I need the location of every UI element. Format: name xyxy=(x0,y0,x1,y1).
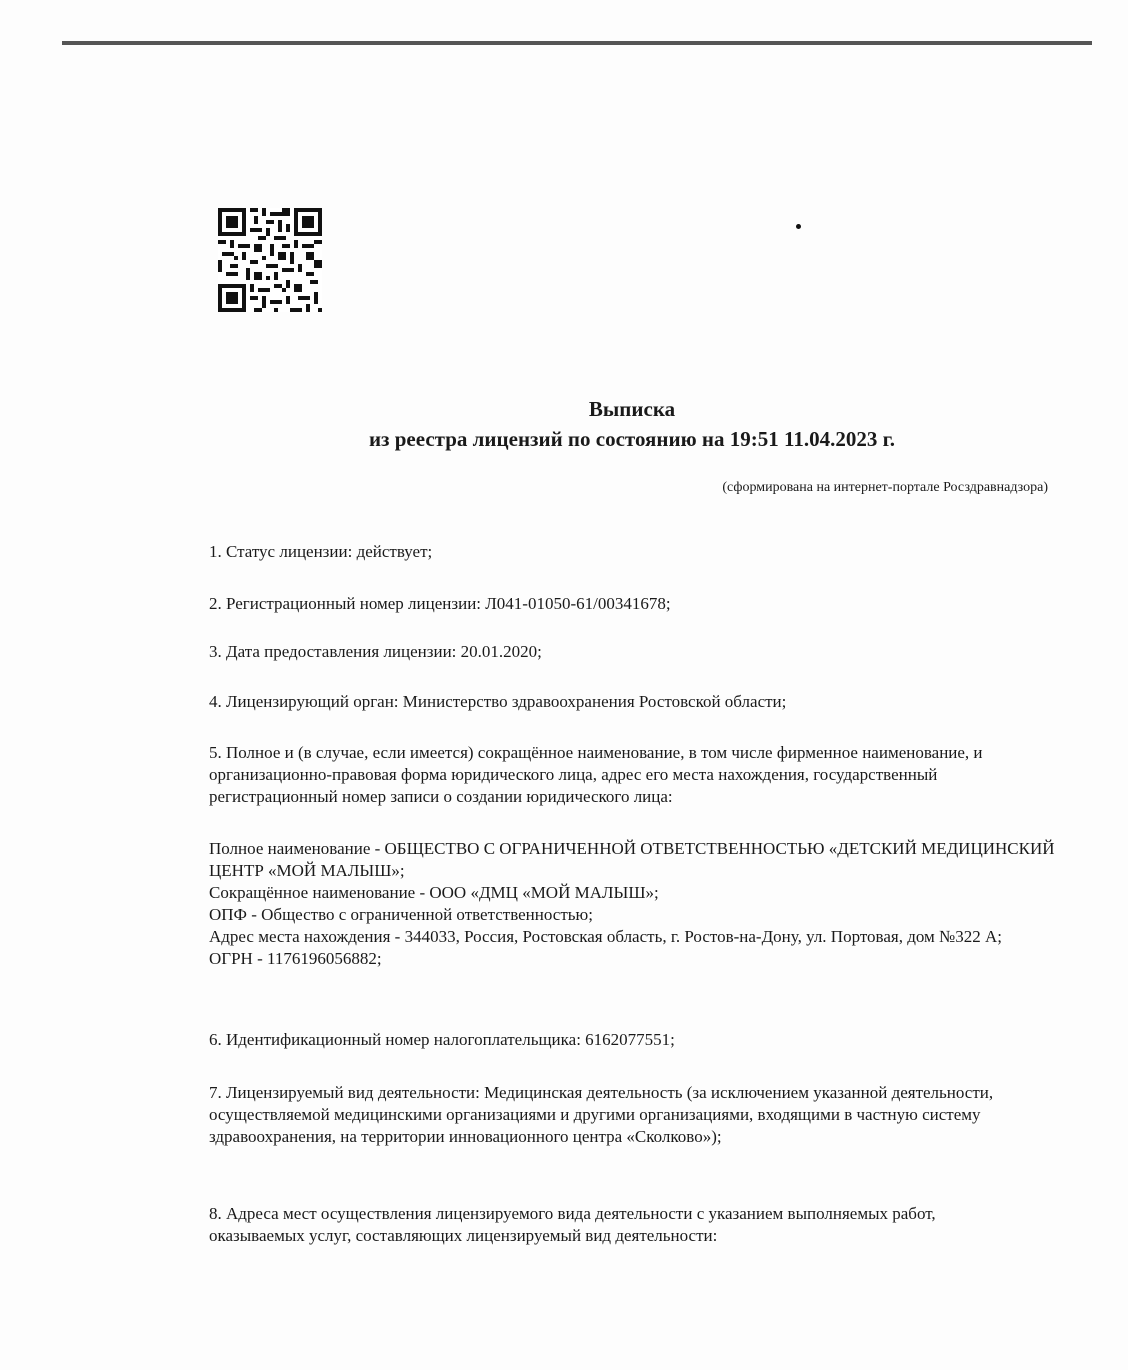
org-opf: ОПФ - Общество с ограниченной ответственностью; xyxy=(209,905,593,924)
item-name-heading: 5. Полное и (в случае, если имеется) сокращённое наименование, в том числе фирменное наименование, и организационно-правовая форма юридического лица, адрес его места нахождения, государственный регистрационный номер записи о создании юридического лица: xyxy=(209,743,983,806)
item-date: 3. Дата предоставления лицензии: 20.01.2020; xyxy=(209,642,542,661)
document-title: Выписка xyxy=(588,397,676,421)
qr-code-icon xyxy=(218,208,322,312)
item-inn: 6. Идентификационный номер налогоплательщика: 6162077551; xyxy=(209,1030,675,1049)
item-status: 1. Статус лицензии: действует; xyxy=(209,542,433,561)
item-activity: 7. Лицензируемый вид деятельности: Медицинская деятельность (за исключением указанной деятельности, осуществляемой медицинскими организациями и другими организациями, входящими в частную систему здравоохранения, на территории инновационного центра «Сколково»); xyxy=(209,1083,994,1146)
item-authority: 4. Лицензирующий орган: Министерство здравоохранения Ростовской области; xyxy=(209,692,787,711)
document-subtitle: из реестра лицензий по состоянию на 19:51 11.04.2023 г. xyxy=(368,427,896,451)
org-ogrn: ОГРН - 1176196056882; xyxy=(209,949,382,968)
org-full-name: Полное наименование - ОБЩЕСТВО С ОГРАНИЧЕННОЙ ОТВЕТСТВЕННОСТЬЮ «ДЕТСКИЙ МЕДИЦИНСКИЙ ЦЕНТР «МОЙ МАЛЫШ»; xyxy=(209,839,1055,880)
org-address: Адрес места нахождения - 344033, Россия, Ростовская область, г. Ростов-на-Дону, ул. Портовая, дом №322 А; xyxy=(209,927,1003,946)
top-rule xyxy=(62,41,1092,45)
scan-speck xyxy=(796,224,801,229)
org-details xyxy=(209,838,1059,970)
item-reg-number: 2. Регистрационный номер лицензии: Л041-01050-61/00341678; xyxy=(209,594,671,613)
generation-note: (сформирована на интернет-портале Росздравнадзора) xyxy=(722,480,1048,495)
org-short-name: Сокращённое наименование - ООО «ДМЦ «МОЙ МАЛЫШ»; xyxy=(209,883,659,902)
item-addresses: 8. Адреса мест осуществления лицензируемого вида деятельности с указанием выполняемых работ, оказываемых услуг, составляющих лицензируемый вид деятельности: xyxy=(209,1204,936,1245)
